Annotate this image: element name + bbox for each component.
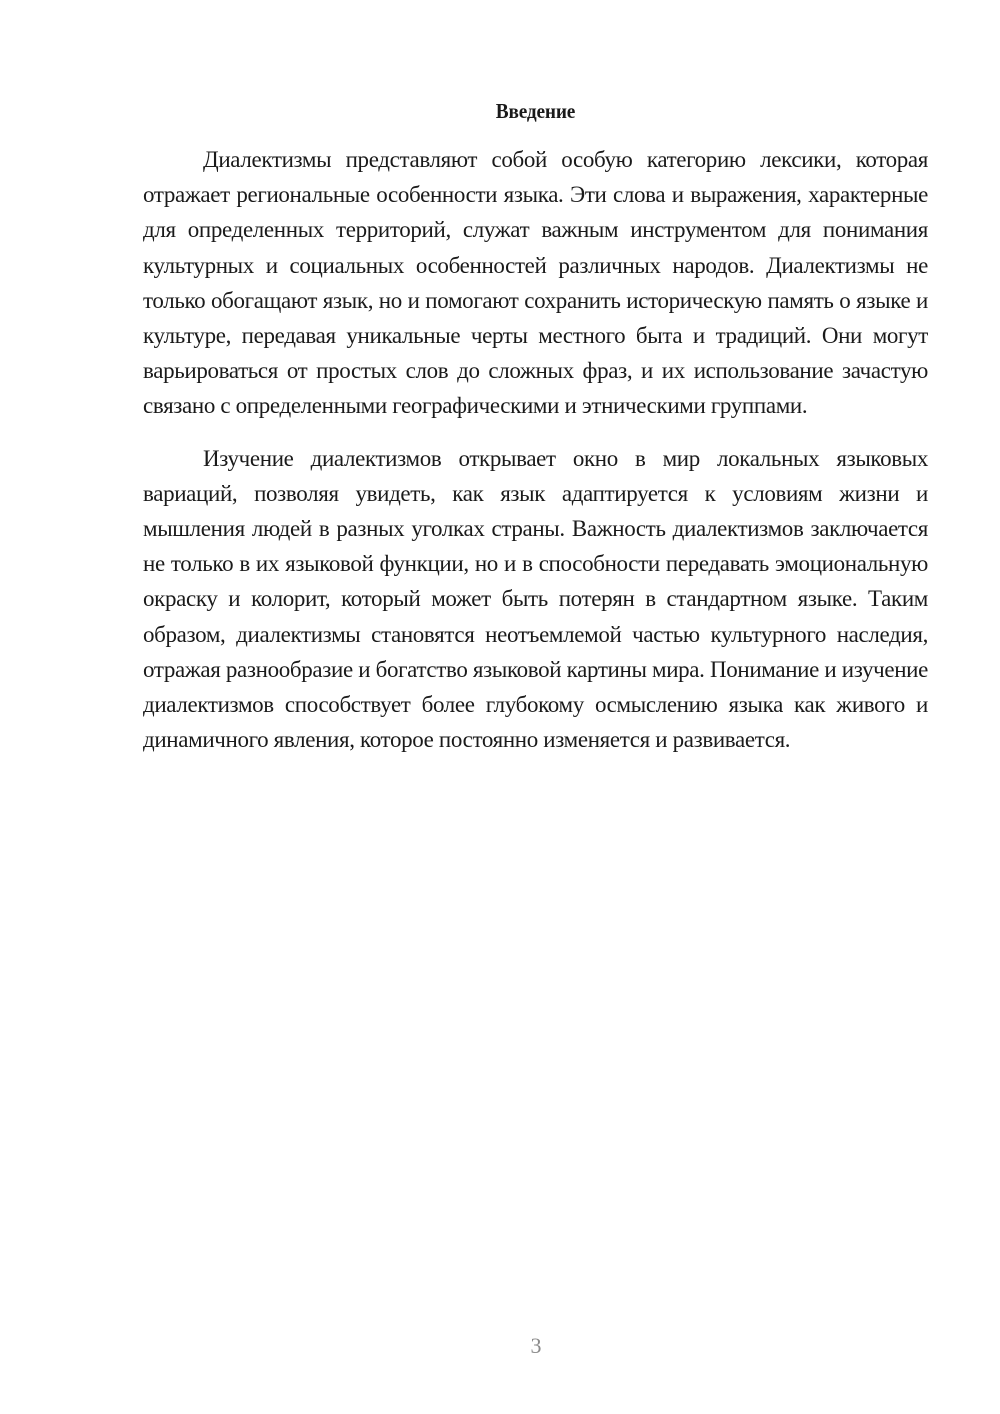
- paragraph-2: Изучение диалектизмов открывает окно в мир локальных языковых вариаций, позволяя увидеть, как язык адаптируется к условиям жизни и мышления людей в разных уголках страны. Важность диалектизмов заключается не только в их языковой функции, но и в способности передавать эмоциональную окраску и колорит, который может быть потерян в стандартном языке. Таким образом, диалектизмы становятся неотъемлемой частью культурного наследия, отражая разнообразие и богатство языковой картины мира. Понимание и изучение диалектизмов способствует более глубокому осмыслению языка как живого и динамичного явления, которое постоянно изменяется и развивается.: [143, 445, 928, 753]
- page-number: 3: [530, 1333, 542, 1358]
- paragraph-1: Диалектизмы представляют собой особую категорию лексики, которая отражает региональные особенности языка. Эти слова и выражения, характерные для определенных территорий, служат важным инструментом для понимания культурных и социальных особенностей различных народов. Диалектизмы не только обогащают язык, но и помогают сохранить историческую память о языке и культуре, передавая уникальные черты местного быта и традиций. Они могут варьироваться от простых слов до сложных фраз, и их использование зачастую связано с определенными географическими и этническими группами.: [143, 147, 928, 419]
- page-content: [143, 96, 928, 757]
- section-heading: Введение: [495, 99, 576, 123]
